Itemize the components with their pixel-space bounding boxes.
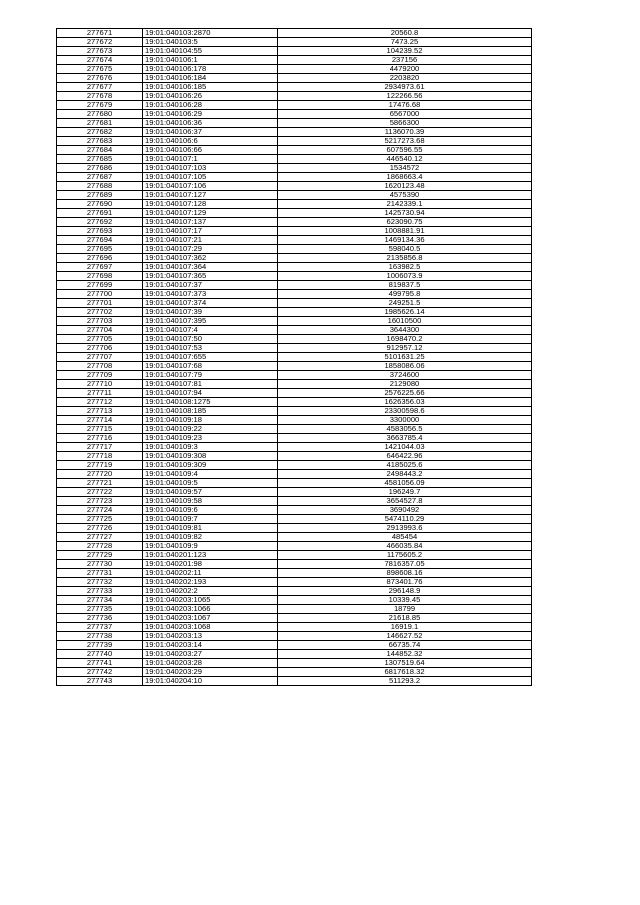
value-cell: 296148.9 <box>278 587 532 596</box>
cadastral-number-cell: 19:01:040107:68 <box>143 362 278 371</box>
row-number-cell: 277681 <box>57 119 143 128</box>
cadastral-number-cell: 19:01:040109:3 <box>143 443 278 452</box>
cadastral-number-cell: 19:01:040107:106 <box>143 182 278 191</box>
value-cell: 1868663.4 <box>278 173 532 182</box>
table-row <box>57 632 532 641</box>
table-row <box>57 29 532 38</box>
value-cell: 1008881.91 <box>278 227 532 236</box>
table-row <box>57 587 532 596</box>
row-number-cell: 277743 <box>57 677 143 686</box>
cadastral-number-cell: 19:01:040107:103 <box>143 164 278 173</box>
table-row <box>57 623 532 632</box>
row-number-cell: 277685 <box>57 155 143 164</box>
value-cell: 4185025.6 <box>278 461 532 470</box>
cadastral-number-cell: 19:01:040106:36 <box>143 119 278 128</box>
row-number-cell: 277726 <box>57 524 143 533</box>
cadastral-number-cell: 19:01:040106:26 <box>143 92 278 101</box>
table-row <box>57 263 532 272</box>
cadastral-number-cell: 19:01:040107:37 <box>143 281 278 290</box>
row-number-cell: 277715 <box>57 425 143 434</box>
row-number-cell: 277716 <box>57 434 143 443</box>
cadastral-number-cell: 19:01:040203:29 <box>143 668 278 677</box>
row-number-cell: 277710 <box>57 380 143 389</box>
cadastral-number-cell: 19:01:040109:23 <box>143 434 278 443</box>
row-number-cell: 277723 <box>57 497 143 506</box>
table-row <box>57 488 532 497</box>
row-number-cell: 277737 <box>57 623 143 632</box>
row-number-cell: 277698 <box>57 272 143 281</box>
row-number-cell: 277703 <box>57 317 143 326</box>
cadastral-number-cell: 19:01:040109:309 <box>143 461 278 470</box>
table-row <box>57 290 532 299</box>
row-number-cell: 277671 <box>57 29 143 38</box>
row-number-cell: 277677 <box>57 83 143 92</box>
value-cell: 7473.25 <box>278 38 532 47</box>
row-number-cell: 277712 <box>57 398 143 407</box>
value-cell: 2576225.66 <box>278 389 532 398</box>
value-cell: 2135856.8 <box>278 254 532 263</box>
value-cell: 146627.52 <box>278 632 532 641</box>
row-number-cell: 277729 <box>57 551 143 560</box>
value-cell: 3300000 <box>278 416 532 425</box>
cadastral-number-cell: 19:01:040109:58 <box>143 497 278 506</box>
row-number-cell: 277714 <box>57 416 143 425</box>
cadastral-number-cell: 19:01:040106:185 <box>143 83 278 92</box>
cadastral-number-cell: 19:01:040109:18 <box>143 416 278 425</box>
value-cell: 3663785.4 <box>278 434 532 443</box>
cadastral-number-cell: 19:01:040106:28 <box>143 101 278 110</box>
value-cell: 2203820 <box>278 74 532 83</box>
table-row <box>57 335 532 344</box>
value-cell: 898608.16 <box>278 569 532 578</box>
table-row <box>57 515 532 524</box>
row-number-cell: 277721 <box>57 479 143 488</box>
table-row <box>57 65 532 74</box>
value-cell: 196249.7 <box>278 488 532 497</box>
cadastral-number-cell: 19:01:040107:4 <box>143 326 278 335</box>
row-number-cell: 277711 <box>57 389 143 398</box>
table-row <box>57 218 532 227</box>
row-number-cell: 277727 <box>57 533 143 542</box>
cadastral-number-cell: 19:01:040203:1066 <box>143 605 278 614</box>
table-row <box>57 191 532 200</box>
table-row <box>57 677 532 686</box>
cadastral-number-cell: 19:01:040106:184 <box>143 74 278 83</box>
table-row <box>57 605 532 614</box>
row-number-cell: 277706 <box>57 344 143 353</box>
row-number-cell: 277709 <box>57 371 143 380</box>
value-cell: 1425730.94 <box>278 209 532 218</box>
table-row <box>57 173 532 182</box>
row-number-cell: 277724 <box>57 506 143 515</box>
value-cell: 2129080 <box>278 380 532 389</box>
cadastral-number-cell: 19:01:040106:1 <box>143 56 278 65</box>
cadastral-number-cell: 19:01:040204:10 <box>143 677 278 686</box>
table-row <box>57 461 532 470</box>
cadastral-value-table <box>56 28 532 686</box>
table-row <box>57 560 532 569</box>
value-cell: 3654527.8 <box>278 497 532 506</box>
table-row <box>57 56 532 65</box>
row-number-cell: 277742 <box>57 668 143 677</box>
cadastral-number-cell: 19:01:040104:55 <box>143 47 278 56</box>
cadastral-number-cell: 19:01:040106:29 <box>143 110 278 119</box>
value-cell: 1469134.36 <box>278 236 532 245</box>
row-number-cell: 277735 <box>57 605 143 614</box>
row-number-cell: 277700 <box>57 290 143 299</box>
table-row <box>57 389 532 398</box>
table-body <box>57 29 532 686</box>
value-cell: 17476.68 <box>278 101 532 110</box>
cadastral-number-cell: 19:01:040107:29 <box>143 245 278 254</box>
value-cell: 20560.8 <box>278 29 532 38</box>
row-number-cell: 277739 <box>57 641 143 650</box>
table-row <box>57 551 532 560</box>
row-number-cell: 277690 <box>57 200 143 209</box>
cadastral-number-cell: 19:01:040107:395 <box>143 317 278 326</box>
cadastral-number-cell: 19:01:040106:66 <box>143 146 278 155</box>
value-cell: 912957.12 <box>278 344 532 353</box>
row-number-cell: 277733 <box>57 587 143 596</box>
row-number-cell: 277676 <box>57 74 143 83</box>
cadastral-number-cell: 19:01:040103:5 <box>143 38 278 47</box>
value-cell: 2142339.1 <box>278 200 532 209</box>
table-row <box>57 281 532 290</box>
table-row <box>57 209 532 218</box>
cadastral-number-cell: 19:01:040203:1068 <box>143 623 278 632</box>
row-number-cell: 277713 <box>57 407 143 416</box>
cadastral-number-cell: 19:01:040107:94 <box>143 389 278 398</box>
table-row <box>57 470 532 479</box>
row-number-cell: 277734 <box>57 596 143 605</box>
row-number-cell: 277689 <box>57 191 143 200</box>
row-number-cell: 277717 <box>57 443 143 452</box>
cadastral-number-cell: 19:01:040202:193 <box>143 578 278 587</box>
table-row <box>57 200 532 209</box>
table-row <box>57 668 532 677</box>
table-row <box>57 353 532 362</box>
cadastral-number-cell: 19:01:040107:39 <box>143 308 278 317</box>
value-cell: 1006073.9 <box>278 272 532 281</box>
cadastral-number-cell: 19:01:040107:373 <box>143 290 278 299</box>
table-row <box>57 317 532 326</box>
value-cell: 5474110.29 <box>278 515 532 524</box>
table-row <box>57 416 532 425</box>
cadastral-number-cell: 19:01:040106:178 <box>143 65 278 74</box>
table-row <box>57 272 532 281</box>
table-row <box>57 578 532 587</box>
row-number-cell: 277731 <box>57 569 143 578</box>
cadastral-number-cell: 19:01:040107:21 <box>143 236 278 245</box>
cadastral-number-cell: 19:01:040107:50 <box>143 335 278 344</box>
value-cell: 18799 <box>278 605 532 614</box>
table-row <box>57 155 532 164</box>
cadastral-number-cell: 19:01:040107:655 <box>143 353 278 362</box>
cadastral-number-cell: 19:01:040107:365 <box>143 272 278 281</box>
value-cell: 163982.5 <box>278 263 532 272</box>
row-number-cell: 277692 <box>57 218 143 227</box>
row-number-cell: 277674 <box>57 56 143 65</box>
row-number-cell: 277732 <box>57 578 143 587</box>
row-number-cell: 277730 <box>57 560 143 569</box>
table-row <box>57 38 532 47</box>
row-number-cell: 277701 <box>57 299 143 308</box>
table-row <box>57 524 532 533</box>
row-number-cell: 277687 <box>57 173 143 182</box>
cadastral-number-cell: 19:01:040107:105 <box>143 173 278 182</box>
value-cell: 5866300 <box>278 119 532 128</box>
row-number-cell: 277697 <box>57 263 143 272</box>
value-cell: 2498443.2 <box>278 470 532 479</box>
table-row <box>57 227 532 236</box>
cadastral-number-cell: 19:01:040109:5 <box>143 479 278 488</box>
table-row <box>57 506 532 515</box>
table-row <box>57 299 532 308</box>
table-row <box>57 245 532 254</box>
row-number-cell: 277673 <box>57 47 143 56</box>
table-row <box>57 83 532 92</box>
value-cell: 485454 <box>278 533 532 542</box>
cadastral-number-cell: 19:01:040107:137 <box>143 218 278 227</box>
cadastral-number-cell: 19:01:040203:13 <box>143 632 278 641</box>
value-cell: 4575390 <box>278 191 532 200</box>
value-cell: 1421044.03 <box>278 443 532 452</box>
table-row <box>57 236 532 245</box>
table-row <box>57 596 532 605</box>
value-cell: 1534572 <box>278 164 532 173</box>
table-row <box>57 398 532 407</box>
row-number-cell: 277719 <box>57 461 143 470</box>
cadastral-number-cell: 19:01:040202:11 <box>143 569 278 578</box>
cadastral-number-cell: 19:01:040109:7 <box>143 515 278 524</box>
cadastral-number-cell: 19:01:040107:374 <box>143 299 278 308</box>
table-row <box>57 101 532 110</box>
value-cell: 5217273.68 <box>278 137 532 146</box>
cadastral-number-cell: 19:01:040106:37 <box>143 128 278 137</box>
value-cell: 598040.5 <box>278 245 532 254</box>
table-row <box>57 146 532 155</box>
table-row <box>57 344 532 353</box>
cadastral-number-cell: 19:01:040201:98 <box>143 560 278 569</box>
value-cell: 1858086.06 <box>278 362 532 371</box>
cadastral-number-cell: 19:01:040201:123 <box>143 551 278 560</box>
row-number-cell: 277704 <box>57 326 143 335</box>
table-row <box>57 569 532 578</box>
cadastral-number-cell: 19:01:040203:27 <box>143 650 278 659</box>
row-number-cell: 277722 <box>57 488 143 497</box>
table-row <box>57 659 532 668</box>
value-cell: 3690492 <box>278 506 532 515</box>
value-cell: 122266.56 <box>278 92 532 101</box>
table-row <box>57 254 532 263</box>
value-cell: 4583056.5 <box>278 425 532 434</box>
cadastral-number-cell: 19:01:040203:1067 <box>143 614 278 623</box>
cadastral-number-cell: 19:01:040108:1275 <box>143 398 278 407</box>
row-number-cell: 277686 <box>57 164 143 173</box>
row-number-cell: 277672 <box>57 38 143 47</box>
table-row <box>57 452 532 461</box>
row-number-cell: 277696 <box>57 254 143 263</box>
value-cell: 511293.2 <box>278 677 532 686</box>
cadastral-number-cell: 19:01:040203:1065 <box>143 596 278 605</box>
cadastral-number-cell: 19:01:040109:308 <box>143 452 278 461</box>
value-cell: 4581056.09 <box>278 479 532 488</box>
row-number-cell: 277718 <box>57 452 143 461</box>
value-cell: 1136070.39 <box>278 128 532 137</box>
value-cell: 66735.74 <box>278 641 532 650</box>
row-number-cell: 277694 <box>57 236 143 245</box>
value-cell: 249251.5 <box>278 299 532 308</box>
value-cell: 1175605.2 <box>278 551 532 560</box>
cadastral-number-cell: 19:01:040107:79 <box>143 371 278 380</box>
table-row <box>57 128 532 137</box>
row-number-cell: 277683 <box>57 137 143 146</box>
value-cell: 144852.32 <box>278 650 532 659</box>
table-row <box>57 110 532 119</box>
cadastral-number-cell: 19:01:040203:28 <box>143 659 278 668</box>
table-row <box>57 650 532 659</box>
table-row <box>57 497 532 506</box>
value-cell: 104239.52 <box>278 47 532 56</box>
value-cell: 6567000 <box>278 110 532 119</box>
table-row <box>57 380 532 389</box>
row-number-cell: 277675 <box>57 65 143 74</box>
table-row <box>57 326 532 335</box>
row-number-cell: 277708 <box>57 362 143 371</box>
value-cell: 3724600 <box>278 371 532 380</box>
cadastral-number-cell: 19:01:040203:14 <box>143 641 278 650</box>
row-number-cell: 277728 <box>57 542 143 551</box>
cadastral-number-cell: 19:01:040109:81 <box>143 524 278 533</box>
value-cell: 466035.84 <box>278 542 532 551</box>
cadastral-number-cell: 19:01:040107:17 <box>143 227 278 236</box>
value-cell: 16010500 <box>278 317 532 326</box>
value-cell: 6817618.32 <box>278 668 532 677</box>
row-number-cell: 277736 <box>57 614 143 623</box>
value-cell: 10339.45 <box>278 596 532 605</box>
row-number-cell: 277679 <box>57 101 143 110</box>
cadastral-number-cell: 19:01:040107:127 <box>143 191 278 200</box>
cadastral-number-cell: 19:01:040109:82 <box>143 533 278 542</box>
row-number-cell: 277680 <box>57 110 143 119</box>
value-cell: 1626356.03 <box>278 398 532 407</box>
value-cell: 237156 <box>278 56 532 65</box>
row-number-cell: 277699 <box>57 281 143 290</box>
value-cell: 819837.5 <box>278 281 532 290</box>
table-row <box>57 434 532 443</box>
row-number-cell: 277741 <box>57 659 143 668</box>
table-row <box>57 614 532 623</box>
value-cell: 4479200 <box>278 65 532 74</box>
row-number-cell: 277678 <box>57 92 143 101</box>
value-cell: 23300598.6 <box>278 407 532 416</box>
cadastral-number-cell: 19:01:040109:4 <box>143 470 278 479</box>
row-number-cell: 277720 <box>57 470 143 479</box>
table-row <box>57 164 532 173</box>
row-number-cell: 277684 <box>57 146 143 155</box>
value-cell: 2913993.6 <box>278 524 532 533</box>
cadastral-number-cell: 19:01:040107:1 <box>143 155 278 164</box>
value-cell: 623090.75 <box>278 218 532 227</box>
cadastral-number-cell: 19:01:040107:129 <box>143 209 278 218</box>
row-number-cell: 277695 <box>57 245 143 254</box>
row-number-cell: 277707 <box>57 353 143 362</box>
cadastral-number-cell: 19:01:040108:185 <box>143 407 278 416</box>
row-number-cell: 277705 <box>57 335 143 344</box>
cadastral-number-cell: 19:01:040107:364 <box>143 263 278 272</box>
value-cell: 1307519.64 <box>278 659 532 668</box>
table-row <box>57 407 532 416</box>
cadastral-number-cell: 19:01:040109:22 <box>143 425 278 434</box>
value-cell: 499795.8 <box>278 290 532 299</box>
row-number-cell: 277738 <box>57 632 143 641</box>
table-row <box>57 641 532 650</box>
row-number-cell: 277702 <box>57 308 143 317</box>
value-cell: 873401.76 <box>278 578 532 587</box>
table-row <box>57 74 532 83</box>
value-cell: 5101631.25 <box>278 353 532 362</box>
table-row <box>57 47 532 56</box>
cadastral-number-cell: 19:01:040109:57 <box>143 488 278 497</box>
table-row <box>57 362 532 371</box>
table-row <box>57 479 532 488</box>
table-row <box>57 92 532 101</box>
table-row <box>57 308 532 317</box>
table-row <box>57 533 532 542</box>
cadastral-number-cell: 19:01:040107:362 <box>143 254 278 263</box>
value-cell: 7816357.05 <box>278 560 532 569</box>
value-cell: 1620123.48 <box>278 182 532 191</box>
cadastral-number-cell: 19:01:040109:9 <box>143 542 278 551</box>
value-cell: 16919.1 <box>278 623 532 632</box>
table-row <box>57 371 532 380</box>
row-number-cell: 277740 <box>57 650 143 659</box>
value-cell: 3644300 <box>278 326 532 335</box>
value-cell: 646422.96 <box>278 452 532 461</box>
table-row <box>57 119 532 128</box>
cadastral-number-cell: 19:01:040107:53 <box>143 344 278 353</box>
value-cell: 21618.85 <box>278 614 532 623</box>
value-cell: 607596.55 <box>278 146 532 155</box>
value-cell: 1698470.2 <box>278 335 532 344</box>
row-number-cell: 277691 <box>57 209 143 218</box>
value-cell: 446540.12 <box>278 155 532 164</box>
table-row <box>57 542 532 551</box>
table-row <box>57 443 532 452</box>
table-row <box>57 425 532 434</box>
table-row <box>57 182 532 191</box>
row-number-cell: 277688 <box>57 182 143 191</box>
cadastral-number-cell: 19:01:040109:6 <box>143 506 278 515</box>
row-number-cell: 277682 <box>57 128 143 137</box>
row-number-cell: 277693 <box>57 227 143 236</box>
cadastral-number-cell: 19:01:040106:6 <box>143 137 278 146</box>
value-cell: 2934973.61 <box>278 83 532 92</box>
row-number-cell: 277725 <box>57 515 143 524</box>
cadastral-number-cell: 19:01:040202:2 <box>143 587 278 596</box>
cadastral-number-cell: 19:01:040107:81 <box>143 380 278 389</box>
value-cell: 1985626.14 <box>278 308 532 317</box>
cadastral-number-cell: 19:01:040107:128 <box>143 200 278 209</box>
table-row <box>57 137 532 146</box>
cadastral-number-cell: 19:01:040103:2870 <box>143 29 278 38</box>
